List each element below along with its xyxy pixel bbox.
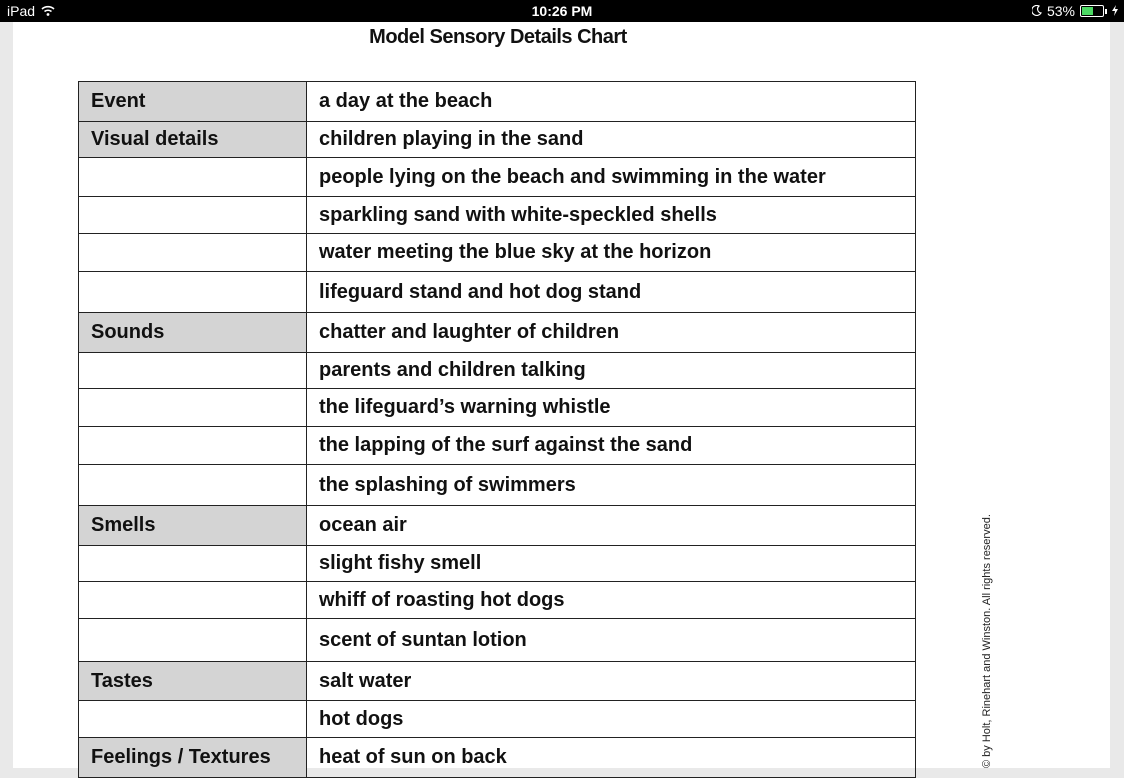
page-title: Model Sensory Details Chart [369, 26, 627, 48]
category-label-cell: Feelings / Textures [79, 738, 307, 778]
category-label-cell [79, 272, 307, 313]
status-bar [0, 0, 1124, 22]
category-label-cell [79, 197, 307, 234]
category-label-cell [79, 389, 307, 427]
table-row [79, 122, 916, 158]
detail-cell: scent of suntan lotion [307, 619, 916, 662]
detail-cell: a day at the beach [307, 82, 916, 122]
table-row [79, 313, 916, 353]
charging-icon [1112, 3, 1118, 19]
detail-cell: parents and children talking [307, 353, 916, 389]
category-label-cell [79, 701, 307, 738]
detail-cell: hot dogs [307, 701, 916, 738]
detail-cell: children playing in the sand [307, 122, 916, 158]
category-label-cell [79, 158, 307, 197]
document-page [13, 22, 1110, 768]
detail-cell: ocean air [307, 506, 916, 546]
battery-tip [1105, 9, 1107, 14]
table-row [79, 427, 916, 465]
table-row [79, 389, 916, 427]
detail-cell: heat of sun on back [307, 738, 916, 778]
category-label-cell: Visual details [79, 122, 307, 158]
moon-icon [1032, 3, 1042, 19]
battery-percent: 53% [1046, 3, 1075, 19]
category-label-cell [79, 582, 307, 619]
battery-fill [1082, 7, 1093, 15]
category-label-cell [79, 353, 307, 389]
detail-cell: lifeguard stand and hot dog stand [307, 272, 916, 313]
detail-cell: slight fishy smell [307, 546, 916, 582]
detail-cell: water meeting the blue sky at the horizon [307, 234, 916, 272]
copyright-notice: © by Holt, Rinehart and Winston. All rights reserved. [981, 514, 993, 768]
category-label-cell: Event [79, 82, 307, 122]
detail-cell: people lying on the beach and swimming in the water [307, 158, 916, 197]
table-row [79, 82, 916, 122]
category-label-cell: Tastes [79, 662, 307, 701]
sensory-details-table [78, 81, 916, 778]
table-row [79, 272, 916, 313]
table-row [79, 582, 916, 619]
detail-cell: the lifeguard’s warning whistle [307, 389, 916, 427]
table-row [79, 506, 916, 546]
category-label-cell [79, 427, 307, 465]
detail-cell: the lapping of the surf against the sand [307, 427, 916, 465]
clock: 10:26 PM [531, 3, 593, 19]
category-label-cell [79, 465, 307, 506]
detail-cell: sparkling sand with white-speckled shells [307, 197, 916, 234]
table-row [79, 353, 916, 389]
table-row [79, 619, 916, 662]
table-row [79, 662, 916, 701]
category-label-cell: Sounds [79, 313, 307, 353]
detail-cell: whiff of roasting hot dogs [307, 582, 916, 619]
table-row [79, 465, 916, 506]
device-name: iPad [7, 3, 36, 19]
table-row [79, 197, 916, 234]
category-label-cell [79, 234, 307, 272]
detail-cell: chatter and laughter of children [307, 313, 916, 353]
table-row [79, 234, 916, 272]
status-right [1032, 3, 1118, 19]
category-label-cell [79, 546, 307, 582]
table-row [79, 158, 916, 197]
battery-icon [1080, 5, 1104, 17]
table-row [79, 738, 916, 778]
detail-cell: the splashing of swimmers [307, 465, 916, 506]
category-label-cell: Smells [79, 506, 307, 546]
table-row [79, 701, 916, 738]
table-row [79, 546, 916, 582]
detail-cell: salt water [307, 662, 916, 701]
category-label-cell [79, 619, 307, 662]
